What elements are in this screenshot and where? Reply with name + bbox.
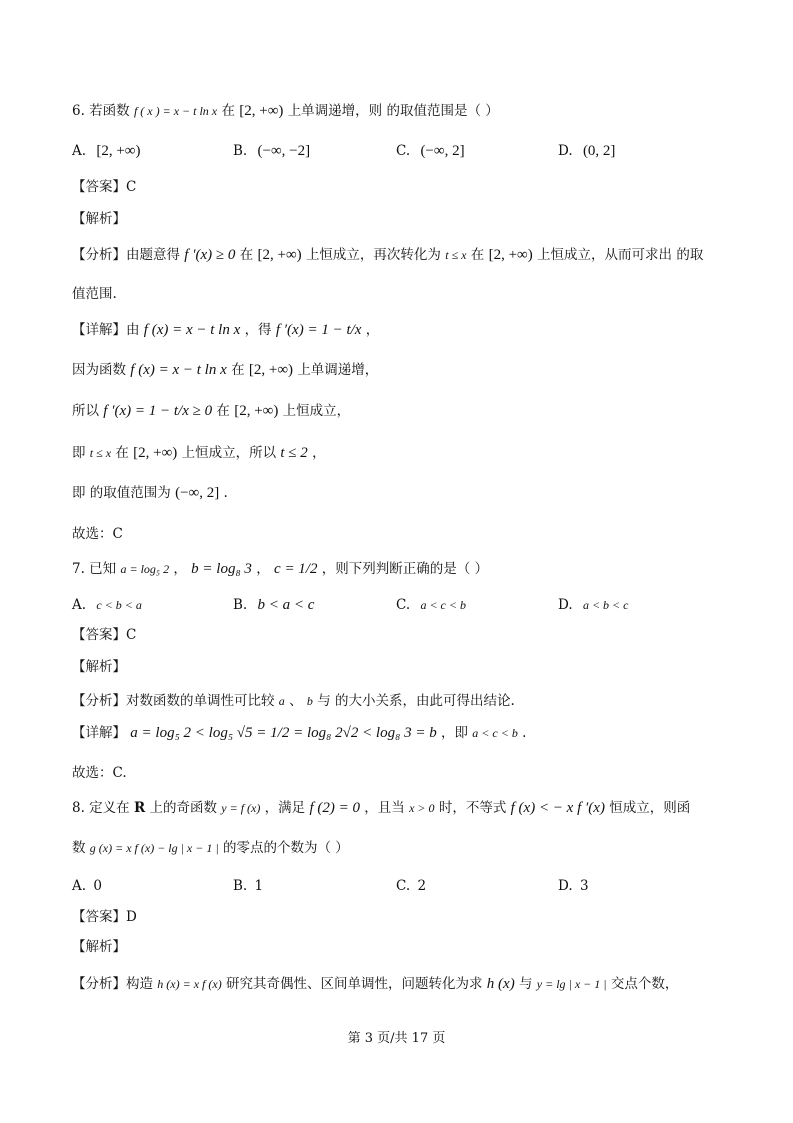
q8-analysis-heading: 【解析】 (72, 939, 126, 955)
q8-stem-cont: 数 g (x) = x f (x) − lg | x − 1 | 的零点的个数为（ ） (72, 840, 349, 856)
q8-option-b: B. 1 (233, 878, 264, 894)
q7-option-a: A. c < b < a (72, 597, 142, 613)
q8-stem: 8. 定义在 R 上的奇函数 y = f (x) ，满足 f (2) = 0 ，且当 x > 0 时，不等式 f (x) < − x f ′(x) 恒成立，则函 (72, 800, 691, 816)
q7-choice: 故选：C. (72, 765, 127, 781)
q7-answer: 【答案】C (72, 627, 137, 643)
q7-option-b: B. b < a < c (233, 597, 315, 613)
q7-option-d: D. a < b < c (558, 597, 629, 613)
q8-option-d: D. 3 (558, 878, 589, 894)
q6-option-a: A. [2, +∞) (72, 143, 141, 159)
q7-analysis-heading: 【解析】 (72, 659, 126, 675)
q6-answer: 【答案】C (72, 179, 137, 195)
q6-option-d: D. (0, 2] (558, 143, 616, 159)
q6-stem: 6. 若函数 f ( x ) = x − t ln x 在 [2, +∞) 上单调递增，则 的取值范围是（ ） (72, 103, 499, 119)
q7-stem: 7. 已知 a = log₅ 2 ， b = log₈ 3 ， c = 1/2 ，则下列判断正确的是（ ） (72, 561, 489, 577)
q8-option-c: C. 2 (396, 878, 427, 894)
q6-fenxi: 【分析】由题意得 f ′(x) ≥ 0 在 [2, +∞) 上恒成立，再次转化为 t ≤ x 在 [2, +∞) 上恒成立，从而可求出 的取 (72, 247, 704, 263)
q7-fenxi: 【分析】对数函数的单调性可比较 a 、 b 与 的大小关系，由此可得出结论. (72, 693, 515, 709)
q6-analysis-heading: 【解析】 (72, 211, 126, 227)
q8-fenxi: 【分析】构造 h (x) = x f (x) 研究其奇偶性、区间单调性，问题转化为求 h (x) 与 y = lg | x − 1 | 交点个数， (72, 976, 679, 992)
q6-line2: 因为函数 f (x) = x − t ln x 在 [2, +∞) 上单调递增， (72, 362, 379, 378)
q6-option-b: B. (−∞, −2] (233, 143, 311, 159)
q6-line3: 所以 f ′(x) = 1 − t/x ≥ 0 在 [2, +∞) 上恒成立， (72, 403, 351, 419)
q7-option-c: C. a < c < b (396, 597, 466, 613)
q8-answer: 【答案】D (72, 909, 137, 925)
q6-line4: 即 t ≤ x 在 [2, +∞) 上恒成立，所以 t ≤ 2 ， (72, 445, 326, 461)
q8-option-a: A. 0 (72, 878, 102, 894)
q6-line5: 即 的取值范围为 (−∞, 2] . (72, 485, 228, 501)
q6-fenxi-cont: 值范围. (72, 286, 117, 302)
q6-xiangjie: 【详解】由 f (x) = x − t ln x ，得 f ′(x) = 1 − t/x ， (72, 322, 380, 338)
page-number-footer: 第 3 页/共 17 页 (347, 1031, 446, 1046)
q6-choice: 故选：C (72, 526, 123, 542)
q7-xiangjie: 【详解】 a = log₅ 2 < log₅ √5 = 1/2 = log₈ 2√2 < log₈ 3 = b ，即 a < c < b . (72, 725, 527, 741)
q6-option-c: C. (−∞, 2] (396, 143, 465, 159)
